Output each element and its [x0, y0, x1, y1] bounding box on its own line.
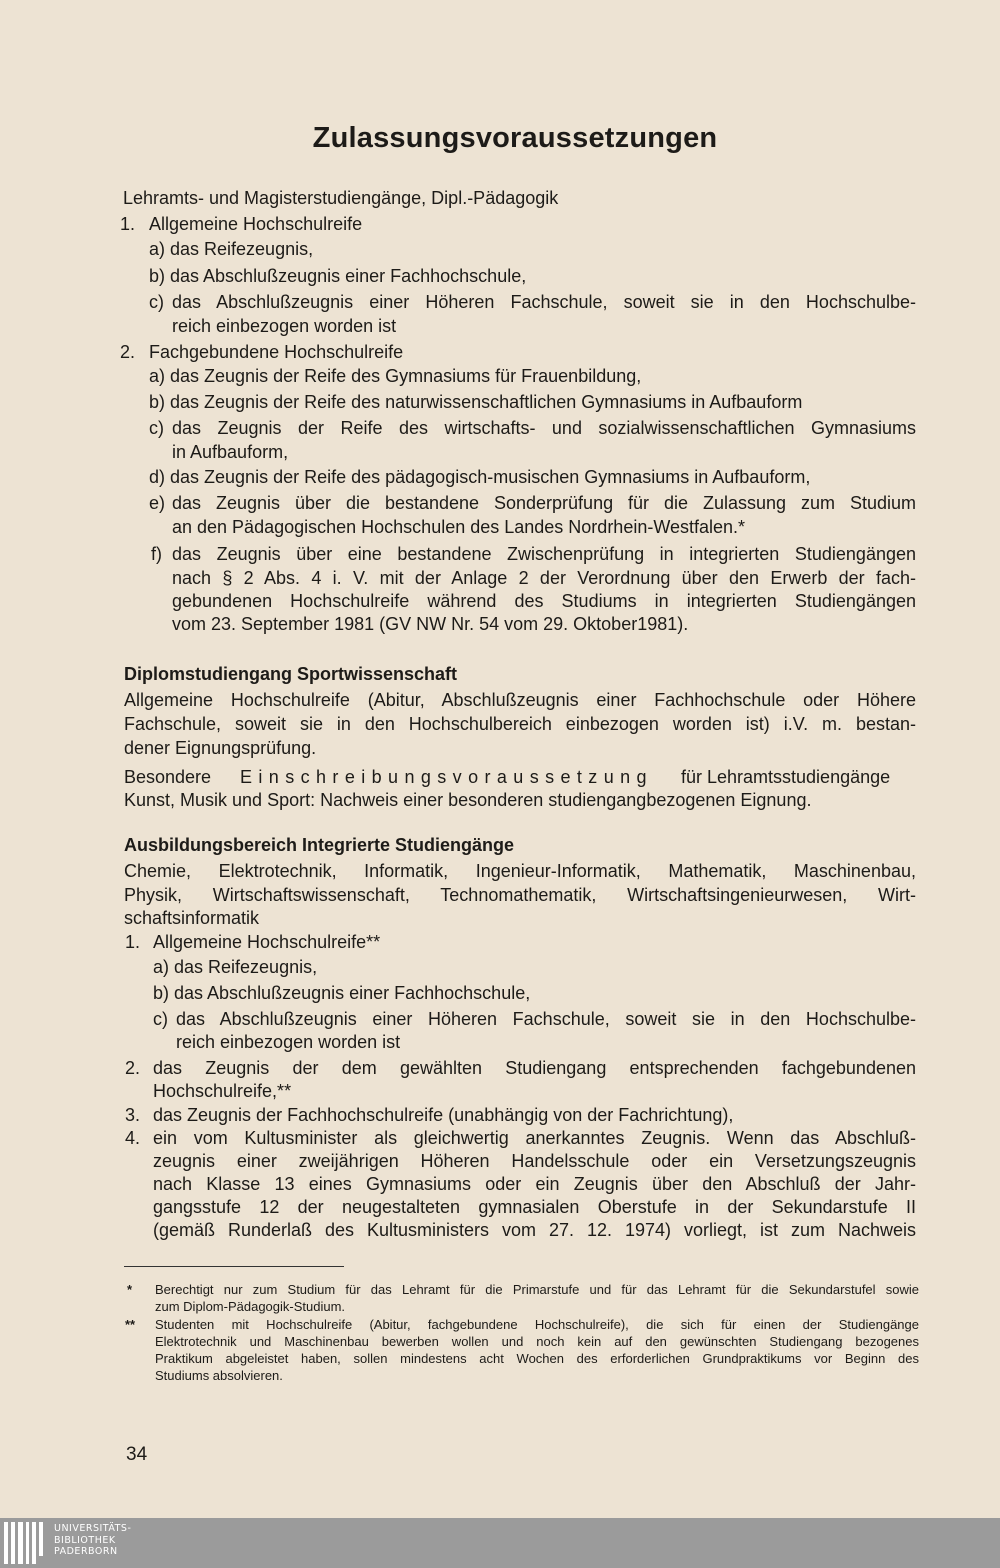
list-sublabel: c) [149, 292, 164, 312]
paragraph-line: Allgemeine Hochschulreife (Abitur, Abschlußzeugnis einer Fachhochschule oder Höhere [124, 690, 916, 710]
paragraph-word: für Lehramtsstudiengänge [681, 767, 891, 787]
section-intro: Lehramts- und Magisterstudiengänge, Dipl.-Pädagogik [123, 188, 559, 208]
list-sublabel: f) [151, 544, 162, 564]
list-number: 3. [125, 1105, 141, 1125]
list-item-line: (gemäß Runderlaß des Kultusministers vom 27. 12. 1974) vorliegt, ist zum Nachweis [153, 1220, 916, 1240]
list-number: 1. [125, 932, 141, 952]
list-subitem: a) das Zeugnis der Reife des Gymnasiums für Frauenbildung, [149, 366, 642, 386]
list-subitem-line: nach § 2 Abs. 4 i. V. mit der Anlage 2 der Verordnung über den Erwerb der fach- [172, 568, 916, 588]
list-subitem-line: reich einbezogen worden ist [172, 316, 397, 336]
list-item-line: das Zeugnis der dem gewählten Studiengang entsprechenden fachgebundenen [153, 1058, 916, 1078]
list-sublabel: c) [149, 418, 164, 438]
footnote-divider [124, 1266, 344, 1267]
paragraph-line: schaftsinformatik [124, 908, 260, 928]
paragraph-line: Chemie, Elektrotechnik, Informatik, Ingenieur-Informatik, Mathematik, Maschinenbau, [124, 861, 916, 881]
footnote-line: Studiums absolvieren. [155, 1368, 283, 1383]
footnote-mark: ** [125, 1317, 136, 1332]
footnote-line: Studenten mit Hochschulreife (Abitur, fachgebundene Hochschulreife), die sich für einen der Studiengänge [155, 1317, 919, 1332]
list-subitem: b) das Abschlußzeugnis einer Fachhochschule, [149, 266, 527, 286]
library-name [54, 1523, 131, 1558]
list-item-line: zeugnis einer zweijährigen Höheren Handelsschule oder ein Versetzungszeugnis [153, 1151, 916, 1171]
spaced-term: Einschreibungsvoraussetzung [240, 767, 653, 787]
list-item-label: Allgemeine Hochschulreife [149, 214, 363, 234]
list-subitem-line: gebundenen Hochschulreife während des Studiums in integrierten Studiengängen [172, 591, 916, 611]
list-subitem: b) das Abschlußzeugnis einer Fachhochschule, [153, 983, 531, 1003]
list-item-line: nach Klasse 13 eines Gymnasiums oder ein Zeugnis über den Abschluß der Jahr- [153, 1174, 916, 1194]
list-subitem-line: an den Pädagogischen Hochschulen des Landes Nordrhein-Westfalen.* [172, 517, 746, 537]
list-number: 4. [125, 1128, 141, 1148]
list-item-line: das Zeugnis der Fachhochschulreife (unabhängig von der Fachrichtung), [153, 1105, 734, 1125]
list-item-label: Fachgebundene Hochschulreife [149, 342, 404, 362]
footnote-mark: * [127, 1282, 133, 1297]
list-item-line: gangsstufe 12 der neugestalteten gymnasialen Oberstufe in der Sekundarstufe II [153, 1197, 916, 1217]
library-logo-icon [4, 1522, 48, 1564]
footnote-line: Berechtigt nur zum Studium für das Lehramt für die Primarstufe und für das Lehramt für die Sekundarstufel sowie [155, 1282, 919, 1297]
footnote-line: Elektrotechnik und Maschinenbau bewerben wollen und noch kein auf den gewünschten Studiengang bezogenes [155, 1334, 919, 1349]
list-item-line: ein vom Kultusminister als gleichwertig anerkanntes Zeugnis. Wenn das Abschluß- [153, 1128, 916, 1148]
list-subitem-line: das Zeugnis über die bestandene Sonderprüfung für die Zulassung zum Studium [172, 493, 916, 513]
list-subitem-line: reich einbezogen worden ist [176, 1032, 401, 1052]
list-subitem-line: das Zeugnis über eine bestandene Zwischenprüfung in integrierten Studiengängen [172, 544, 916, 564]
footnote-line: Praktikum abgeleistet haben, sollen mindestens acht Wochen des erforderlichen Grundpraktikums vor Beginn des [155, 1351, 919, 1366]
section-heading: Diplomstudiengang Sportwissenschaft [124, 664, 458, 684]
list-subitem-line: in Aufbauform, [172, 442, 289, 462]
paragraph-line: Physik, Wirtschaftswissenschaft, Technomathematik, Wirtschaftsingenieurwesen, Wirt- [124, 885, 916, 905]
paragraph-line: dener Eignungsprüfung. [124, 738, 317, 758]
list-subitem: b) das Zeugnis der Reife des naturwissenschaftlichen Gymnasiums in Aufbauform [149, 392, 803, 412]
list-subitem-line: das Abschlußzeugnis einer Höheren Fachschule, soweit sie in den Hochschulbe- [172, 292, 916, 312]
list-number: 2. [125, 1058, 141, 1078]
list-subitem: a) das Reifezeugnis, [153, 957, 318, 977]
list-subitem-line: vom 23. September 1981 (GV NW Nr. 54 vom 29. Oktober1981). [172, 614, 689, 634]
paragraph-line: Kunst, Musik und Sport: Nachweis einer besonderen studiengangbezogenen Eignung. [124, 790, 812, 810]
library-name-line: PADERBORN [54, 1546, 118, 1557]
list-subitem: d) das Zeugnis der Reife des pädagogisch-musischen Gymnasiums in Aufbauform, [149, 467, 811, 487]
paragraph-word: Besondere [124, 767, 212, 787]
list-number: 2. [120, 342, 136, 362]
library-footer [0, 1518, 1000, 1568]
list-number: 1. [120, 214, 136, 234]
library-name-line: BIBLIOTHEK [54, 1534, 116, 1546]
footnote-line: zum Diplom-Pädagogik-Studium. [155, 1299, 346, 1314]
section-heading: Ausbildungsbereich Integrierte Studiengänge [124, 835, 515, 855]
list-subitem-line: das Zeugnis der Reife des wirtschafts- und sozialwissenschaftlichen Gymnasiums [172, 418, 916, 438]
library-name-line: UNIVERSITÄTS- [54, 1523, 132, 1534]
page-title: Zulassungsvoraussetzungen [312, 122, 718, 154]
list-sublabel: e) [149, 493, 166, 513]
page-number: 34 [126, 1444, 148, 1465]
list-sublabel: c) [153, 1009, 168, 1029]
paragraph-line: Fachschule, soweit sie in den Hochschulbereich einbezogen worden ist) i.V. m. bestan- [124, 714, 916, 734]
list-item-label: Allgemeine Hochschulreife** [153, 932, 381, 952]
list-item-line: Hochschulreife,** [153, 1081, 292, 1101]
list-subitem-line: das Abschlußzeugnis einer Höheren Fachschule, soweit sie in den Hochschulbe- [176, 1009, 916, 1029]
list-subitem: a) das Reifezeugnis, [149, 239, 314, 259]
